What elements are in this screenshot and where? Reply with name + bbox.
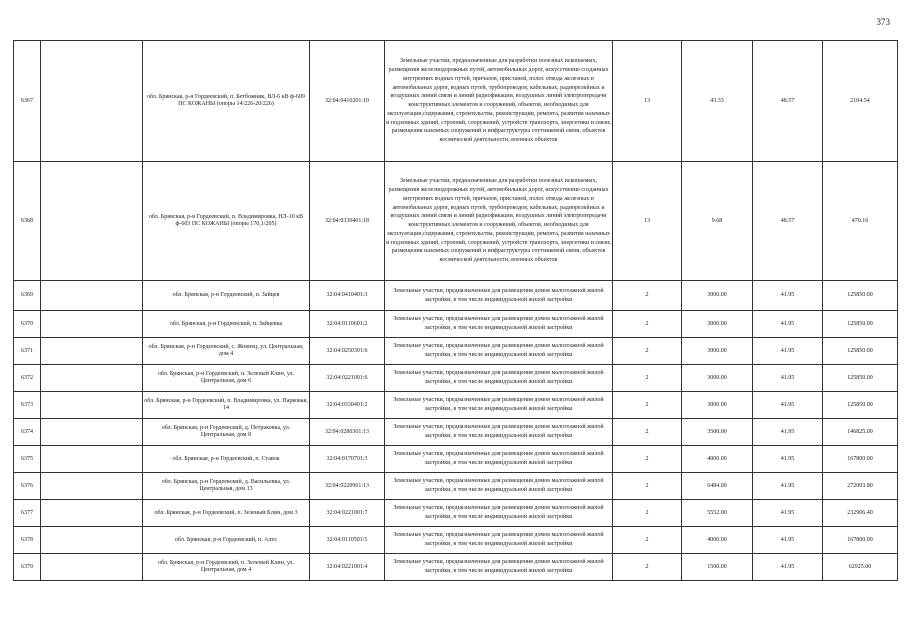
cadastral-value-cell: 167800.00 (823, 527, 898, 554)
area-cell: 43.33 (682, 41, 753, 162)
row-number-cell: 6368 (14, 162, 41, 281)
cadastral-number-cell: 32:04:0330401:18 (310, 162, 385, 281)
cadastral-number-cell: 32:04:0250301:6 (310, 338, 385, 365)
row-number-cell: 6377 (14, 500, 41, 527)
land-use-cell: Земельные участки, предназначенные для размещения домов малоэтажной жилой застройки, в том числе индивидуальной жилой застройки (385, 281, 613, 311)
specific-value-cell: 48.57 (753, 162, 823, 281)
area-cell: 1500.00 (682, 554, 753, 581)
table-row (14, 473, 898, 500)
area-cell: 3000.00 (682, 392, 753, 419)
table-row (14, 527, 898, 554)
land-use-cell: Земельные участки, предназначенные для размещения домов малоэтажной жилой застройки, в том числе индивидуальной жилой застройки (385, 446, 613, 473)
table-row (14, 338, 898, 365)
area-cell: 4000.00 (682, 446, 753, 473)
empty-cell (41, 500, 143, 527)
address-cell: обл. Брянская, р-н Гордеевский, п. Алес (143, 527, 310, 554)
empty-cell (41, 365, 143, 392)
table-row (14, 365, 898, 392)
use-group-cell: 13 (613, 162, 682, 281)
cadastral-value-cell: 125850.00 (823, 281, 898, 311)
empty-cell (41, 446, 143, 473)
cadastral-number-cell: 32:04:0221001:6 (310, 365, 385, 392)
cadastral-value-cell: 125850.00 (823, 392, 898, 419)
row-number-cell: 6378 (14, 527, 41, 554)
address-cell: обл. Брянская, р-н Гордеевский, п. Ставок (143, 446, 310, 473)
empty-cell (41, 392, 143, 419)
address-cell: обл. Брянская, р-н Гордеевский, п. Владимировка, НЛ-10 кВ ф-603 ПС КОЖАНЫ (опоры 170,1/205) (143, 162, 310, 281)
table-row (14, 162, 898, 281)
cadastral-number-cell: 32:04:0410201:10 (310, 41, 385, 162)
area-cell: 3000.00 (682, 311, 753, 338)
cadastral-number-cell: 32:04:0280301:13 (310, 419, 385, 446)
cadastral-value-table (13, 40, 898, 581)
row-number-cell: 6371 (14, 338, 41, 365)
area-cell: 5552.00 (682, 500, 753, 527)
address-cell: обл. Брянская, р-н Гордеевский, п. Зайцевка (143, 311, 310, 338)
cadastral-number-cell: 32:04:0330401:2 (310, 392, 385, 419)
land-use-cell: Земельные участки, предназначенные для размещения домов малоэтажной жилой застройки, в том числе индивидуальной жилой застройки (385, 527, 613, 554)
empty-cell (41, 527, 143, 554)
cadastral-value-cell: 125850.00 (823, 365, 898, 392)
table-row (14, 446, 898, 473)
row-number-cell: 6376 (14, 473, 41, 500)
land-use-cell: Земельные участки, предназначенные для размещения домов малоэтажной жилой застройки, в том числе индивидуальной жилой застройки (385, 338, 613, 365)
row-number-cell: 6375 (14, 446, 41, 473)
address-cell: обл. Брянская, р-н Гордеевский, д. Васильевка, ул. Центральная, дом 13 (143, 473, 310, 500)
cadastral-value-cell: 146825.00 (823, 419, 898, 446)
table-row (14, 392, 898, 419)
table-row (14, 281, 898, 311)
specific-value-cell: 41.95 (753, 446, 823, 473)
table-row (14, 311, 898, 338)
specific-value-cell: 41.95 (753, 527, 823, 554)
area-cell: 9.68 (682, 162, 753, 281)
empty-cell (41, 41, 143, 162)
cadastral-number-cell: 32:04:0110501:5 (310, 527, 385, 554)
table-body (14, 41, 898, 581)
empty-cell (41, 281, 143, 311)
row-number-cell: 6369 (14, 281, 41, 311)
land-use-cell: Земельные участки, предназначенные для разработки полезных ископаемых, размещения железнодорожных путей, автомобильных дорог, искусственно созданных внутренних водных путей, причалов, пристаней, полос отвода железных и автомобильных дорог, водных путей, трубопроводов, кабельных, радиорелейных и воздушных линий связи и линий радиофикации, воздушных линий электропередачи конструктивных элементов и сооружений, объектов, необходимых для эксплуатации,содержания, строительства, реконструкции, ремонта, развития наземных и подземных зданий, строений, сооружений, устройств транспорта, энергетики и связи; размещения наземных сооружений и инфраструктуры спутниковой связи, объектов космической деятельности, военных объектов (385, 41, 613, 162)
cadastral-number-cell: 32:04:0221001:4 (310, 554, 385, 581)
use-group-cell: 2 (613, 392, 682, 419)
cadastral-value-cell: 232906.40 (823, 500, 898, 527)
table-row (14, 500, 898, 527)
empty-cell (41, 554, 143, 581)
address-cell: обл. Брянская, р-н Гордеевский, п. Зеленый Клин, дом 3 (143, 500, 310, 527)
specific-value-cell: 41.95 (753, 473, 823, 500)
cadastral-number-cell: 32:04:0170701:3 (310, 446, 385, 473)
table-row (14, 554, 898, 581)
use-group-cell: 2 (613, 281, 682, 311)
page-number: 373 (876, 17, 890, 27)
cadastral-number-cell: 32:04:0110601:2 (310, 311, 385, 338)
empty-cell (41, 162, 143, 281)
empty-cell (41, 419, 143, 446)
cadastral-value-cell: 470.16 (823, 162, 898, 281)
empty-cell (41, 311, 143, 338)
cadastral-value-cell: 125850.00 (823, 311, 898, 338)
land-use-cell: Земельные участки, предназначенные для размещения домов малоэтажной жилой застройки, в том числе индивидуальной жилой застройки (385, 392, 613, 419)
cadastral-value-cell: 62925.00 (823, 554, 898, 581)
specific-value-cell: 41.95 (753, 554, 823, 581)
specific-value-cell: 41.95 (753, 419, 823, 446)
address-cell: обл. Брянская, р-н Гордеевский, п. Зеленый Клин, ул. Центральная, дом 4 (143, 554, 310, 581)
specific-value-cell: 41.95 (753, 392, 823, 419)
area-cell: 3000.00 (682, 365, 753, 392)
row-number-cell: 6367 (14, 41, 41, 162)
specific-value-cell: 48.57 (753, 41, 823, 162)
row-number-cell: 6379 (14, 554, 41, 581)
use-group-cell: 13 (613, 41, 682, 162)
address-cell: обл. Брянская, р-н Гордеевский, п. Владимировка, ул. Парковая, 14 (143, 392, 310, 419)
specific-value-cell: 41.95 (753, 500, 823, 527)
area-cell: 4000.00 (682, 527, 753, 554)
address-cell: обл. Брянская, р-н Гордеевский, п. Бетбожник, ВЛ-6 кВ ф-609 ПС КОЖАНЫ (опоры 14/226-20/226) (143, 41, 310, 162)
empty-cell (41, 473, 143, 500)
address-cell: обл. Брянская, р-н Гордеевский, п. Зеленый Клин, ул. Центральная, дом 6 (143, 365, 310, 392)
address-cell: обл. Брянская, р-н Гордеевский, д. Петраковка, ул. Центральная, дом 8 (143, 419, 310, 446)
row-number-cell: 6374 (14, 419, 41, 446)
area-cell: 3500.00 (682, 419, 753, 446)
land-use-cell: Земельные участки, предназначенные для размещения домов малоэтажной жилой застройки, в том числе индивидуальной жилой застройки (385, 311, 613, 338)
table-row (14, 419, 898, 446)
area-cell: 6484.00 (682, 473, 753, 500)
specific-value-cell: 41.95 (753, 338, 823, 365)
cadastral-value-cell: 125850.00 (823, 338, 898, 365)
land-use-cell: Земельные участки, предназначенные для размещения домов малоэтажной жилой застройки, в том числе индивидуальной жилой застройки (385, 500, 613, 527)
area-cell: 3000.00 (682, 281, 753, 311)
address-cell: обл. Брянская, р-н Гордеевский, п. Зайцев (143, 281, 310, 311)
use-group-cell: 2 (613, 554, 682, 581)
use-group-cell: 2 (613, 338, 682, 365)
address-cell: обл. Брянская, р-н Гордеевский, с. Жовнец, ул. Центральная, дом 4 (143, 338, 310, 365)
use-group-cell: 2 (613, 365, 682, 392)
use-group-cell: 2 (613, 527, 682, 554)
cadastral-number-cell: 32:04:0220901:13 (310, 473, 385, 500)
use-group-cell: 2 (613, 311, 682, 338)
cadastral-value-cell: 167800.00 (823, 446, 898, 473)
specific-value-cell: 41.95 (753, 365, 823, 392)
land-use-cell: Земельные участки, предназначенные для разработки полезных ископаемых, размещения железнодорожных путей, автомобильных дорог, искусственно созданных внутренних водных путей, причалов, пристаней, полос отвода железных и автомобильных дорог, водных путей, трубопроводов, кабельных, радиорелейных и воздушных линий связи и линий радиофикации, воздушных линий электропередачи конструктивных элементов и сооружений, объектов, необходимых для эксплуатации,содержания, строительства, реконструкции, ремонта, развития наземных и подземных зданий, строений, сооружений, устройств транспорта, энергетики и связи; размещения наземных сооружений и инфраструктуры спутниковой связи, объектов космической деятельности, военных объектов (385, 162, 613, 281)
use-group-cell: 2 (613, 419, 682, 446)
specific-value-cell: 41.95 (753, 281, 823, 311)
area-cell: 3000.00 (682, 338, 753, 365)
use-group-cell: 2 (613, 500, 682, 527)
land-use-cell: Земельные участки, предназначенные для размещения домов малоэтажной жилой застройки, в том числе индивидуальной жилой застройки (385, 365, 613, 392)
land-use-cell: Земельные участки, предназначенные для размещения домов малоэтажной жилой застройки, в том числе индивидуальной жилой застройки (385, 473, 613, 500)
use-group-cell: 2 (613, 473, 682, 500)
table-row (14, 41, 898, 162)
row-number-cell: 6372 (14, 365, 41, 392)
cadastral-number-cell: 32:04:0410401:3 (310, 281, 385, 311)
land-use-cell: Земельные участки, предназначенные для размещения домов малоэтажной жилой застройки, в том числе индивидуальной жилой застройки (385, 419, 613, 446)
row-number-cell: 6370 (14, 311, 41, 338)
cadastral-value-cell: 2104.54 (823, 41, 898, 162)
cadastral-value-cell: 272003.80 (823, 473, 898, 500)
land-use-cell: Земельные участки, предназначенные для размещения домов малоэтажной жилой застройки, в том числе индивидуальной жилой застройки (385, 554, 613, 581)
cadastral-number-cell: 32:04:0221001:7 (310, 500, 385, 527)
use-group-cell: 2 (613, 446, 682, 473)
specific-value-cell: 41.95 (753, 311, 823, 338)
row-number-cell: 6373 (14, 392, 41, 419)
empty-cell (41, 338, 143, 365)
